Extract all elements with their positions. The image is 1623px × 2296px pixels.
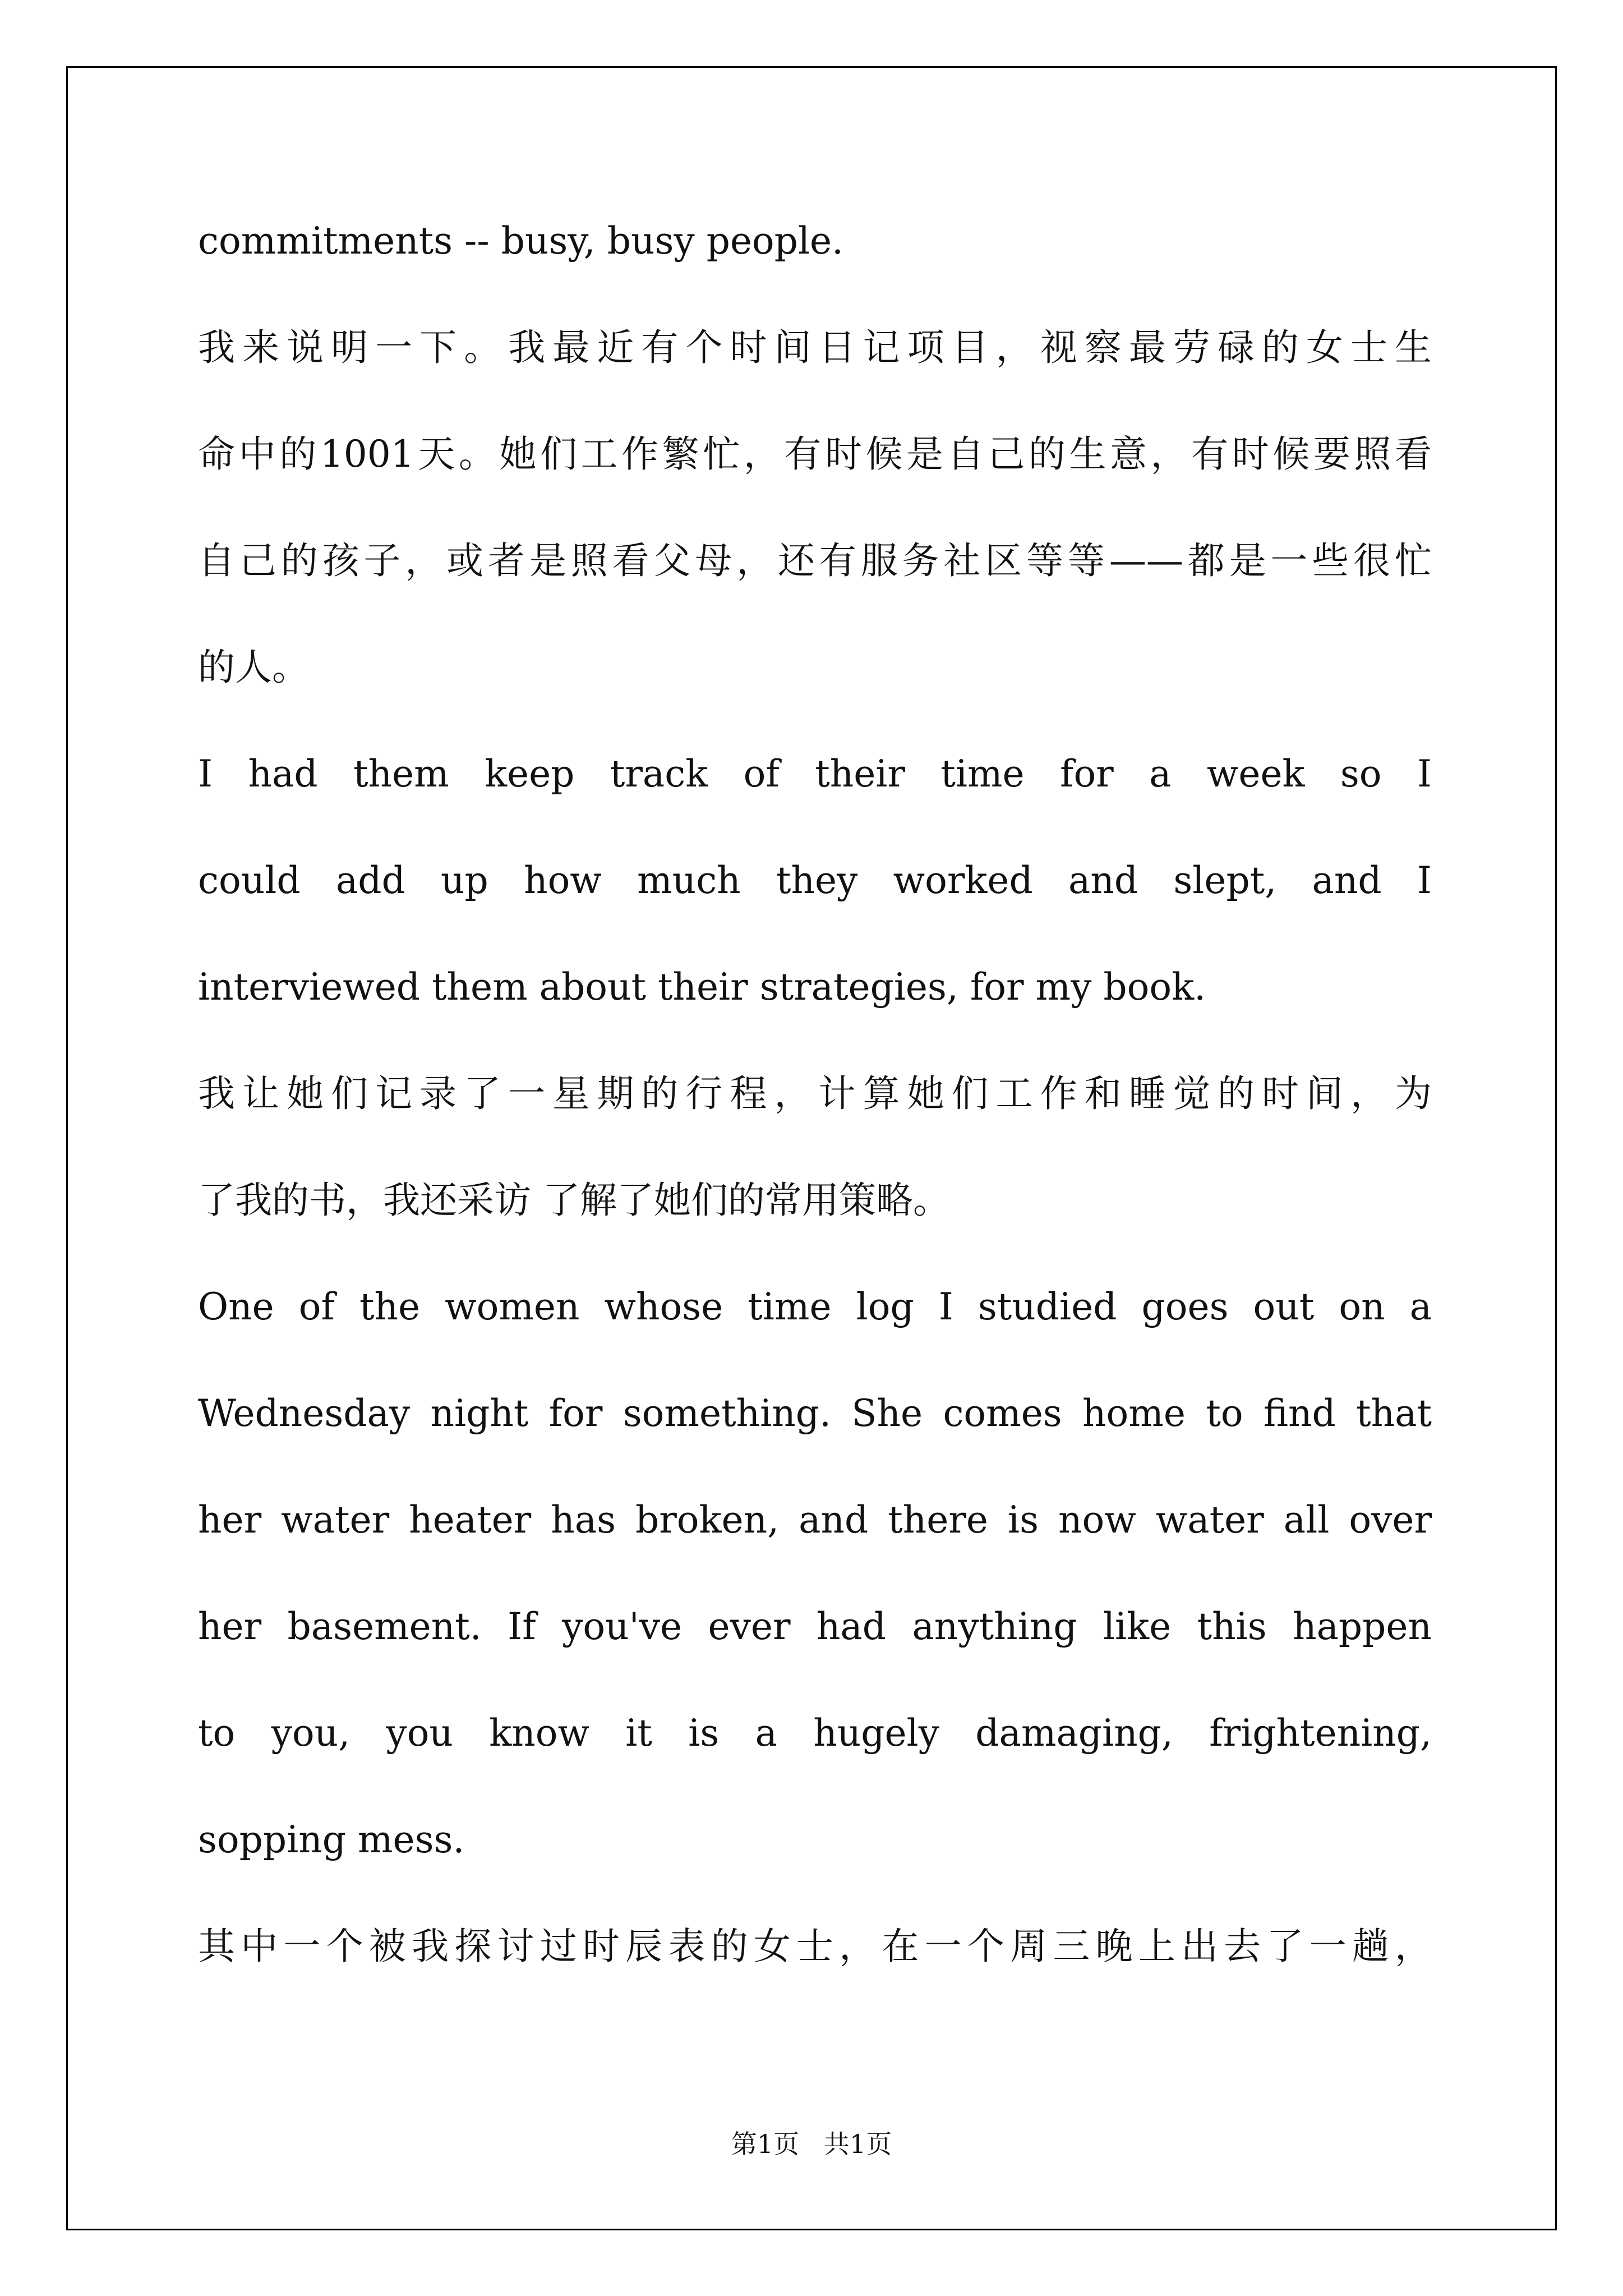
- text-line: sopping mess.: [198, 1818, 465, 1861]
- text-line: to you, you know it is a hugely damaging, frightening,: [198, 1711, 1432, 1755]
- text-line: Wednesday night for something. She comes home to find that: [198, 1392, 1432, 1435]
- text-line: 命中的1001天。她们工作繁忙，有时候是自己的生意，有时候要照看: [198, 432, 1432, 476]
- text-line: 自己的孩子，或者是照看父母，还有服务社区等等——都是一些很忙: [198, 539, 1432, 582]
- text-line: 了我的书，我还采访 了解了她们的常用策略。: [198, 1179, 950, 1222]
- text-line: her water heater has broken, and there is now water all over: [198, 1498, 1432, 1542]
- text-line: 我来说明一下。我最近有个时间日记项目，视察最劳碌的女士生: [198, 326, 1432, 369]
- text-line: 的人。: [198, 646, 309, 689]
- text-line: 其中一个被我探讨过时辰表的女士，在一个周三晚上出去了一趟，: [198, 1925, 1432, 1968]
- text-line: commitments -- busy, busy people.: [198, 219, 844, 263]
- text-line: One of the women whose time log I studied goes out on a: [198, 1285, 1432, 1328]
- page-border: [66, 66, 1557, 2230]
- text-line: I had them keep track of their time for a week so I: [198, 752, 1432, 795]
- text-line: could add up how much they worked and slept, and I: [198, 859, 1432, 902]
- text-line: interviewed them about their strategies, for my book.: [198, 965, 1206, 1009]
- text-line: 我让她们记录了一星期的行程，计算她们工作和睡觉的时间，为: [198, 1072, 1432, 1115]
- page-number-footer: 第1页 共1页: [731, 2129, 892, 2159]
- text-line: her basement. If you've ever had anything like this happen: [198, 1605, 1432, 1648]
